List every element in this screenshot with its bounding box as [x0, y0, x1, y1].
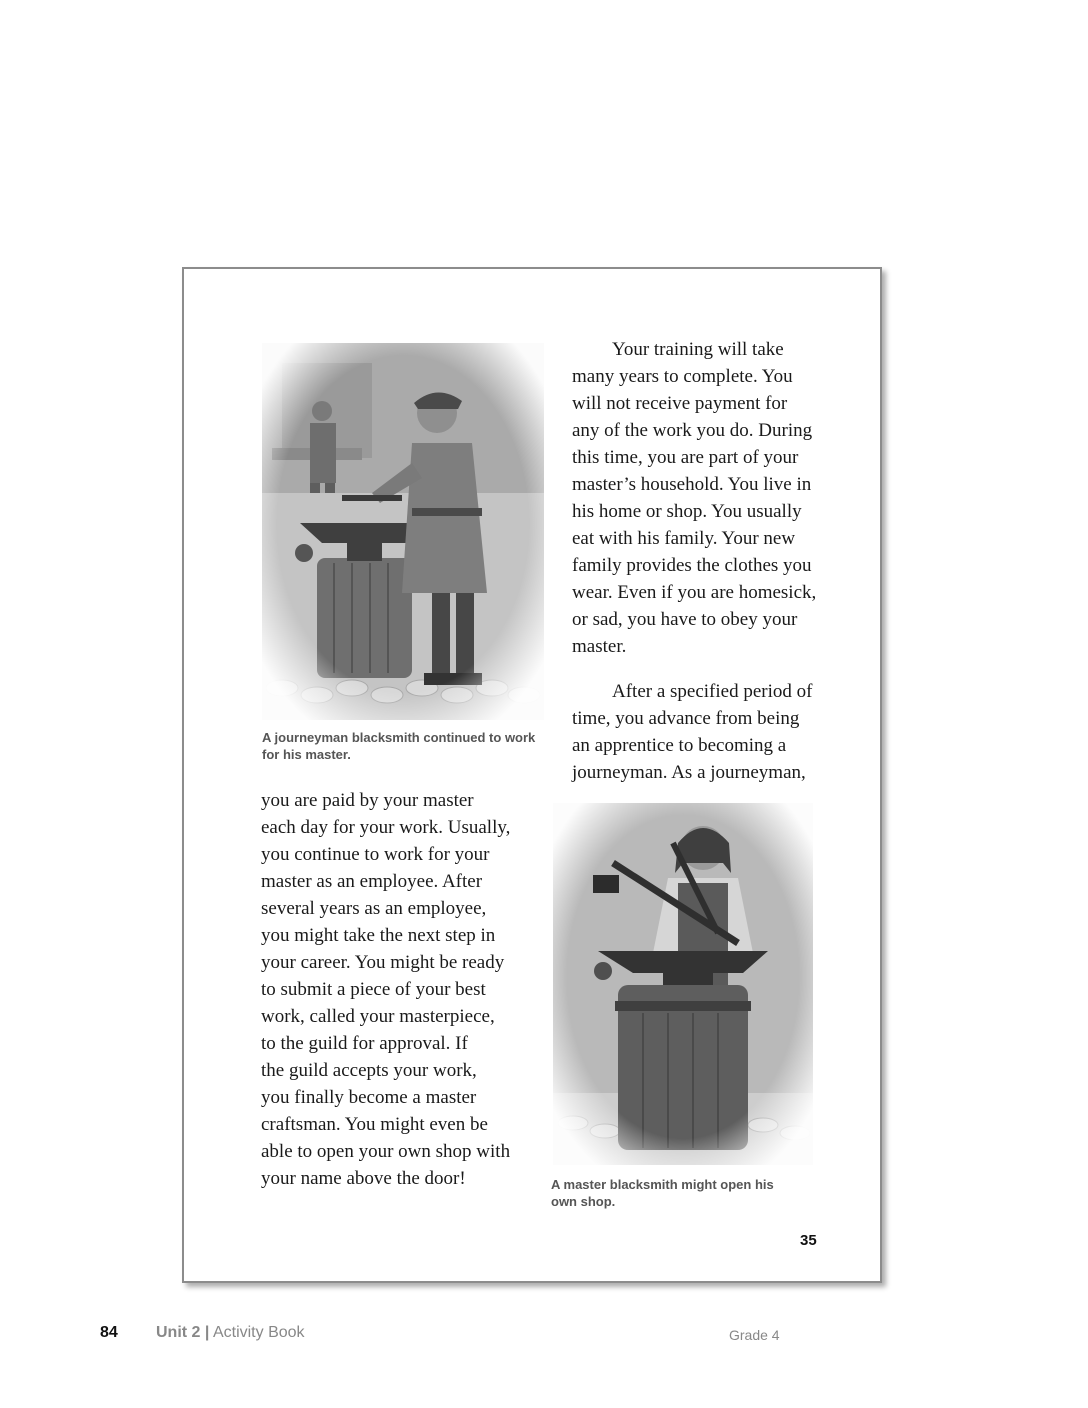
paragraph-gap [572, 660, 816, 678]
paragraph-1-line: his home or shop. You usually [572, 501, 802, 522]
paragraph-2-line: time, you advance from being [572, 708, 800, 729]
footer-book-title [156, 1324, 305, 1342]
paragraph-line: master as an employee. After [261, 871, 483, 892]
footer-separator: | [204, 1324, 210, 1341]
paragraph-line: to the guild for approval. If [261, 1033, 468, 1054]
left-column-text [261, 787, 510, 1192]
paragraph-line: you might take the next step in [261, 925, 496, 946]
journeyman-blacksmith-illustration [262, 343, 544, 720]
footer-page-number: 84 [100, 1324, 118, 1341]
footer-unit: Unit 2 [156, 1324, 201, 1341]
paragraph-2-line: journeyman. As a journeyman, [572, 762, 806, 783]
caption-line: own shop. [551, 1194, 616, 1209]
paragraph-line: you finally become a master [261, 1087, 477, 1108]
paragraph-1-line: master’s household. You live in [572, 474, 812, 495]
paragraph-line: your career. You might be ready [261, 952, 505, 973]
paragraph-1-line: many years to complete. You [572, 366, 793, 387]
right-column-text [572, 336, 816, 786]
paragraph-line: craftsman. You might even be [261, 1114, 488, 1135]
paragraph-2-line: an apprentice to becoming a [572, 735, 787, 756]
paragraph-line: work, called your masterpiece, [261, 1006, 495, 1027]
paragraph-1-line: will not receive payment for [572, 393, 788, 414]
inner-page-number: 35 [800, 1232, 817, 1249]
paragraph-1-line: wear. Even if you are homesick, [572, 582, 817, 603]
paragraph-1-line: or sad, you have to obey your [572, 609, 798, 630]
paragraph-1-line: this time, you are part of your [572, 447, 799, 468]
caption-line: A journeyman blacksmith continued to work [262, 730, 536, 745]
paragraph-line: you continue to work for your [261, 844, 490, 865]
paragraph-1-line: Your training will take [612, 339, 784, 360]
footer-book: Activity Book [212, 1324, 305, 1341]
paragraph-line: to submit a piece of your best [261, 979, 486, 1000]
master-blacksmith-illustration [553, 803, 813, 1165]
footer-grade: Grade 4 [729, 1327, 780, 1343]
paragraph-1-line: any of the work you do. During [572, 420, 813, 441]
paragraph-line: the guild accepts your work, [261, 1060, 477, 1081]
caption-line: A master blacksmith might open his [551, 1177, 774, 1192]
paragraph-line: your name above the door! [261, 1168, 466, 1189]
paragraph-line: you are paid by your master [261, 790, 474, 811]
figure-1-caption [262, 729, 535, 763]
paragraph-line: able to open your own shop with [261, 1141, 511, 1162]
figure-2-caption [551, 1176, 774, 1210]
paragraph-line: each day for your work. Usually, [261, 817, 511, 838]
paragraph-1-line: master. [572, 636, 627, 657]
paragraph-1-line: family provides the clothes you [572, 555, 812, 576]
paragraph-1-line: eat with his family. Your new [572, 528, 796, 549]
paragraph-line: several years as an employee, [261, 898, 487, 919]
paragraph-2-line: After a specified period of [612, 681, 813, 702]
caption-line: for his master. [262, 747, 351, 762]
